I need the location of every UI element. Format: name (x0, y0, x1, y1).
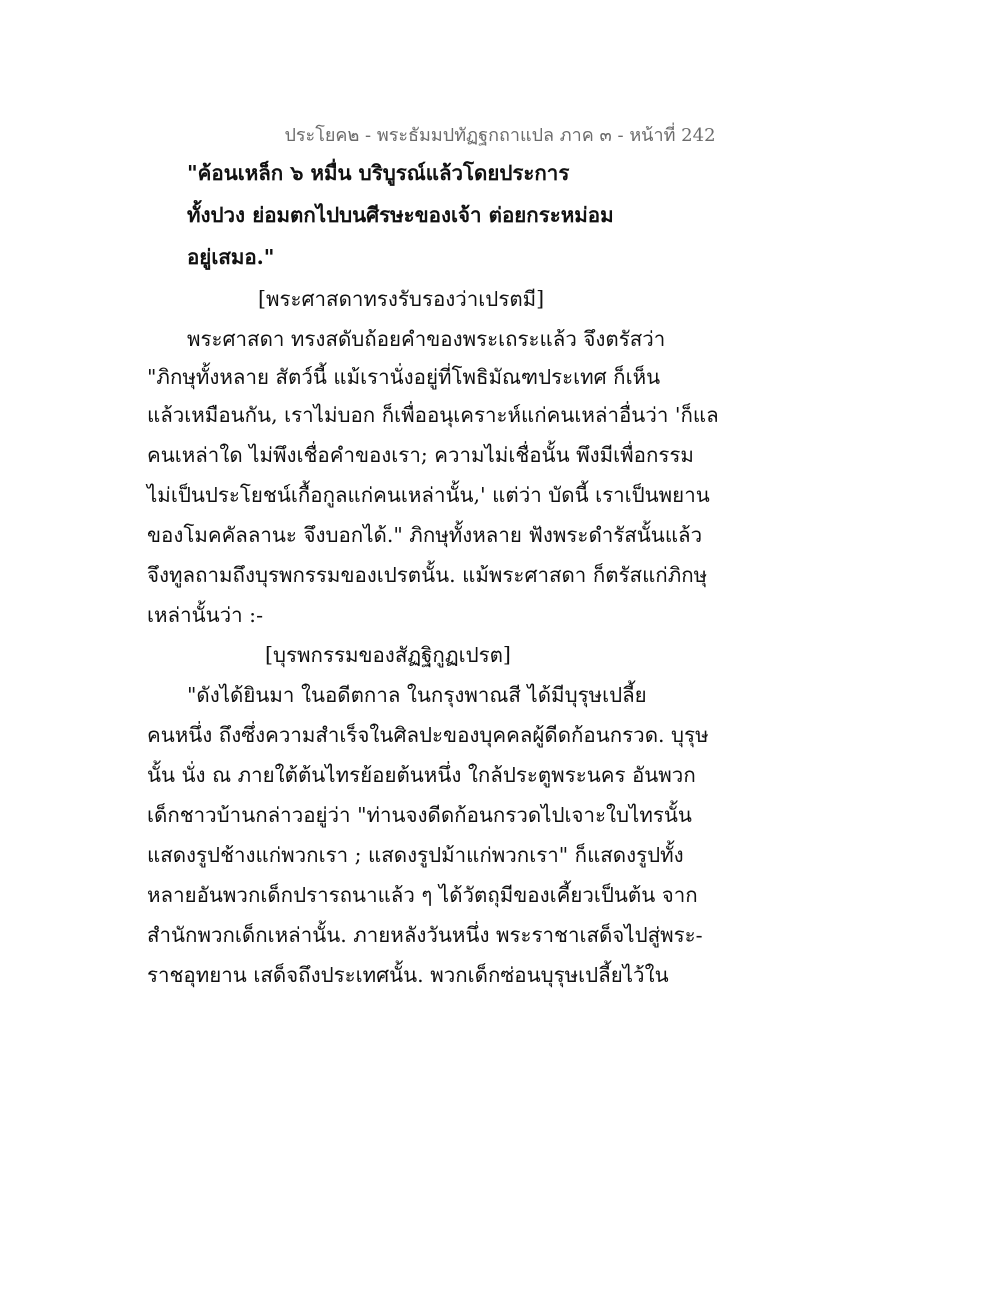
text-line: "ดังได้ยินมา ในอดีตกาล ในกรุงพาณสี ได้มีบุรุษเปลี้ย (187, 683, 647, 707)
text-line: นั้น นั่ง ณ ภายใต้ต้นไทรย้อยต้นหนึ่ง ใกล้ประตูพระนคร อันพวก (147, 763, 696, 787)
text-line: แล้วเหมือนกัน, เราไม่บอก ก็เพื่ออนุเคราะห์แก่คนเหล่าอื่นว่า 'ก็แล (147, 403, 719, 427)
section-heading: [พระศาสดาทรงรับรองว่าเปรตมี] (258, 287, 545, 311)
text-line: หลายอันพวกเด็กปรารถนาแล้ว ๆ ได้วัตถุมีของเคี้ยวเป็นต้น จาก (147, 883, 698, 907)
quote-line: "ค้อนเหล็ก ๖ หมื่น บริบูรณ์แล้วโดยประการ (187, 161, 570, 185)
text-line: ไม่เป็นประโยชน์เกื้อกูลแก่คนเหล่านั้น,' แต่ว่า บัดนี้ เราเป็นพยาน (147, 483, 710, 507)
text-line: คนหนึ่ง ถึงซึ่งความสำเร็จในศิลปะของบุคคลผู้ดีดก้อนกรวด. บุรุษ (147, 723, 709, 747)
quote-line: ทั้งปวง ย่อมตกไปบนศีรษะของเจ้า ต่อยกระหม่อม (187, 203, 614, 227)
page-header: ประโยค๒ - พระธัมมปทัฏฐกถาแปล ภาค ๓ - หน้าที่ 242 (284, 125, 716, 146)
text-line: คนเหล่าใด ไม่พึงเชื่อคำของเรา; ความไม่เชื่อนั้น พึงมีเพื่อกรรม (147, 443, 694, 467)
text-line: แสดงรูปช้างแก่พวกเรา ; แสดงรูปม้าแก่พวกเรา" ก็แสดงรูปทั้ง (147, 843, 684, 867)
text-line: พระศาสดา ทรงสดับถ้อยคำของพระเถระแล้ว จึงตรัสว่า (187, 327, 666, 351)
text-line: จึงทูลถามถึงบุรพกรรมของเปรตนั้น. แม้พระศาสดา ก็ตรัสแก่ภิกษุ (147, 563, 708, 587)
text-line: ราชอุทยาน เสด็จถึงประเทศนั้น. พวกเด็กซ่อนบุรุษเปลี้ยไว้ใน (147, 963, 669, 987)
text-line: "ภิกษุทั้งหลาย สัตว์นี้ แม้เรานั่งอยู่ที่โพธิมัณฑประเทศ ก็เห็น (147, 365, 661, 389)
text-line: สำนักพวกเด็กเหล่านั้น. ภายหลังวันหนึ่ง พระราชาเสด็จไปสู่พระ- (147, 923, 703, 947)
text-line: ของโมคคัลลานะ จึงบอกได้." ภิกษุทั้งหลาย ฟังพระดำรัสนั้นแล้ว (147, 523, 703, 547)
text-line: เหล่านั้นว่า :- (147, 603, 263, 627)
section-heading: [บุรพกรรมของสัฏฐิกูฏเปรต] (265, 643, 511, 667)
text-line: เด็กชาวบ้านกล่าวอยู่ว่า "ท่านจงดีดก้อนกรวดไปเจาะใบไทรนั้น (147, 803, 692, 827)
quote-line: อยู่เสมอ." (187, 245, 275, 269)
